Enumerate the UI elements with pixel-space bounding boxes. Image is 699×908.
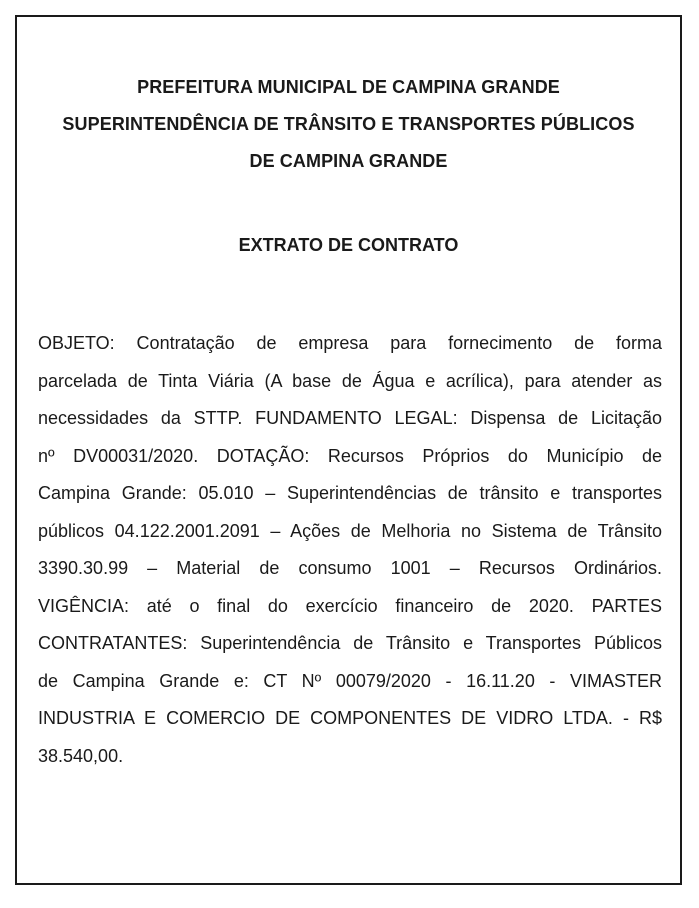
body-line: de Campina Grande e: CT Nº 00079/2020 - 16.11.20 - VIMASTER xyxy=(38,670,662,691)
body-line: Campina Grande: 05.010 – Superintendências de trânsito e transportes xyxy=(38,483,662,503)
body-line: públicos 04.122.2001.2091 – Ações de Melhoria no Sistema de Trânsito xyxy=(38,520,662,541)
body-line: nº DV00031/2020. DOTAÇÃO: Recursos Próprios do Município de xyxy=(38,445,662,466)
body-line: parcelada de Tinta Viária (A base de Água e acrílica), para atender as xyxy=(38,370,662,391)
body-line-last: 38.540,00. xyxy=(38,745,124,766)
body-line: INDUSTRIA E COMERCIO DE COMPONENTES DE VIDRO LTDA. - R$ xyxy=(38,708,662,728)
body-line: OBJETO: Contratação de empresa para fornecimento de forma xyxy=(38,333,662,353)
body-line: 3390.30.99 – Material de consumo 1001 – Recursos Ordinários. xyxy=(38,558,662,578)
contract-extract-body xyxy=(38,325,662,775)
header-line-agency: SUPERINTENDÊNCIA DE TRÂNSITO E TRANSPORTES PÚBLICOS xyxy=(62,114,635,134)
header-line-municipality: PREFEITURA MUNICIPAL DE CAMPINA GRANDE xyxy=(137,77,560,97)
header-line-city: DE CAMPINA GRANDE xyxy=(249,151,448,171)
document-header xyxy=(17,69,680,180)
body-line: necessidades da STTP. FUNDAMENTO LEGAL: Dispensa de Licitação xyxy=(38,408,662,428)
document-title: EXTRATO DE CONTRATO xyxy=(238,235,459,255)
body-line: VIGÊNCIA: até o final do exercício financeiro de 2020. PARTES xyxy=(38,595,662,616)
body-line: CONTRATANTES: Superintendência de Trânsito e Transportes Públicos xyxy=(38,633,662,653)
document-border xyxy=(15,15,682,885)
